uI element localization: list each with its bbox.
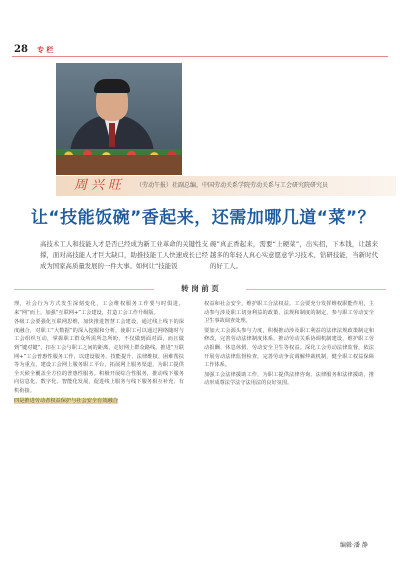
body-paragraph (14, 397, 184, 406)
body-paragraph: 要加大工会源头参与力度，积极推动涉及职工利益的法律法规政策制定和修改，完善劳动法律制度体系。推动劳动关系协调机制建设，维护职工劳动报酬、休息休假、劳动安全卫生等权益。深化工会劳动法律监督，依法开展劳动法律监督检查，完善劳动争议调解仲裁机制，健全职工权益保障工作体系。 (204, 327, 374, 369)
article-title: 让“技能饭碗”香起来，还需加哪几道“菜”？ (30, 208, 376, 228)
body-column-right (204, 300, 374, 389)
editor-credit: 编辑·潘 静 (340, 542, 368, 549)
body-paragraph: 各级工会要强化互联网思维，加快推进智慧工会建设，通过线上线下的深度融合，对职工“大数据”的深入挖掘和分析，使职工可以通过网络随时与工会组织互动，掌握职工群众所需所急所盼，不仅做到面对面，而且做到“键对键”，扣在工会与职工之间的距离，走好网上群众路线。推进“互联网+”工会普惠性服务工作，以建设服务、技能提升、法律维权、困难帮扶等为重点，建设工会网上服务职工平台，拓展网上服务渠道，为职工提供全天候全覆盖全方位的普惠性服务。积极开展综合性服务，推动线下服务向信息化、数字化、智能化发展，促进线上服务与线下服务相互补充、有机衔接。 (14, 319, 184, 394)
intro-right: 碗”真正香起来，需要“上硬菜”，出实招，下本钱，让越来越多的年轻人真心实意愿意学习技术、钻研技能，当新时代的好工人。 (210, 240, 378, 270)
author-name: 周兴旺 (74, 178, 126, 193)
body-paragraph: 理，社会行为方式发生深刻变化，工会维权服务工作要与时俱进，来“网”而上，加强“互联网+”工会建设，打造工会工作升级版。 (14, 301, 184, 316)
photo-tie (109, 123, 115, 147)
photo-desk (56, 155, 182, 175)
body-paragraph: 加强工会法律援助工作，为职工提供法律咨询、法律服务和法律援助，推动形成尊法学法守法用法的良好氛围。 (204, 371, 374, 387)
section-label: 专 栏 (37, 46, 54, 54)
page-number: 28 (14, 44, 28, 55)
subheading: 转 岗 前 页 (181, 284, 219, 293)
body-paragraph: 权益和社会安全，维护职工合法权益。工会要充分发挥维权职能作用，主动参与涉及职工切身利益的政策、法规和制度的制定，参与职工劳动安全卫生事故调查处理。 (204, 301, 374, 325)
author-caption: （劳动午报）社副总编，中国劳动关系学院劳动关系与工会研究院研究员 (136, 182, 329, 189)
highlighted-text: 四是推进劳动者权益保护与社会安全有效融合 (14, 397, 118, 404)
author-photo (56, 63, 182, 175)
body-column-left (14, 300, 184, 406)
header-rule (12, 56, 388, 57)
photo-hair (94, 79, 130, 93)
intro-left: 高技术工人和技能人才是否已经成为新工业革命的关键性支撑，面对高技能人才巨大缺口，助推技能工人快速成长已经成为国家高质量发展的一件大事。如何让“技能饭 (40, 240, 208, 270)
